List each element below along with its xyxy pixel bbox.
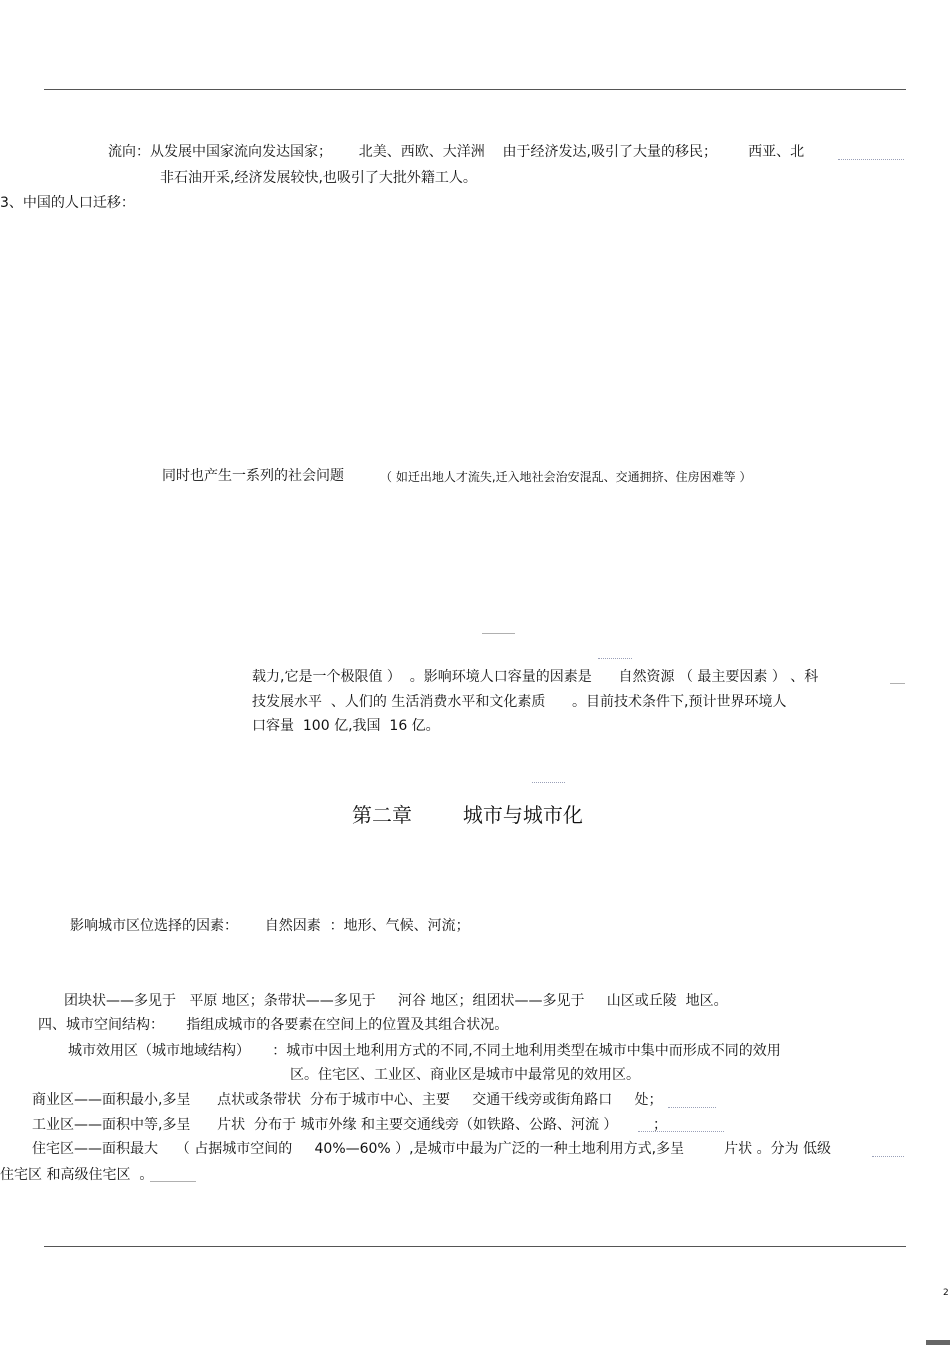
text-line: 非石油开采,经济发展较快,也吸引了大批外籍工人。 [160,170,477,186]
section-heading: 3、中国的人口迁移： [0,195,135,211]
text-line: 商业区——面积最小,多呈 点状或条带状 分布于城市中心、主要 交通干线旁或街角路口 处； [32,1092,663,1108]
text-line: 载力,它是一个极限值 ） 。影响环境人口容量的因素是 自然资源 （ 最主要因素 ） 、科 [252,669,819,685]
text-line: 住宅区 和高级住宅区 。 [0,1167,154,1183]
text-line: 技发展水平 、人们的 生活消费水平和文化素质 。目前技术条件下,预计世界环境人 [252,694,787,710]
wavy-underline [872,1152,904,1157]
text-line: 口容量 100 亿,我国 16 亿。 [252,718,440,734]
text-line: 城市效用区（城市地域结构） ：城市中因土地利用方式的不同,不同土地利用类型在城市中集中而形成不同的效用 [68,1043,781,1059]
underline-mark [150,1181,196,1182]
page-number: 2 [943,1288,949,1298]
underline-mark [482,633,515,634]
text-line: 住宅区——面积最大 （ 占据城市空间的 40%—60% ）,是城市中最为广泛的一种土地利用方式,多呈 片状 。分为 低级 [32,1141,832,1157]
wavy-underline [598,654,632,659]
wavy-underline [638,1127,724,1132]
text-line: 影响城市区位选择的因素： 自然因素 ：地形、气候、河流； [70,918,470,934]
wavy-underline [532,778,565,783]
section-heading: 四、城市空间结构： 指组成城市的各要素在空间上的位置及其组合状况。 [38,1017,509,1033]
corner-mark [926,1340,950,1345]
wavy-underline [838,155,904,160]
bottom-rule [44,1246,906,1247]
wavy-underline [668,1103,716,1108]
text-line: 同时也产生一系列的社会问题 [162,468,344,484]
text-line: 流向：从发展中国家流向发达国家； 北美、西欧、大洋洲 由于经济发达,吸引了大量的移民； 西亚、北 [108,144,805,160]
chapter-title: 第二章 城市与城市化 [352,803,583,827]
top-rule [44,89,906,90]
text-note: （ 如迁出地人才流失,迁入地社会治安混乱、交通拥挤、住房困难等 ） [380,470,752,484]
text-line: 团块状——多见于 平原 地区；条带状——多见于 河谷 地区；组团状——多见于 山区或丘陵 地区。 [64,993,728,1009]
text-line: 区。住宅区、工业区、商业区是城市中最常见的效用区。 [290,1067,640,1083]
text-line: 工业区——面积中等,多呈 片状 分布于 城市外缘 和主要交通线旁（如铁路、公路、河流 ） ； [32,1117,668,1133]
underline-mark [890,683,905,684]
